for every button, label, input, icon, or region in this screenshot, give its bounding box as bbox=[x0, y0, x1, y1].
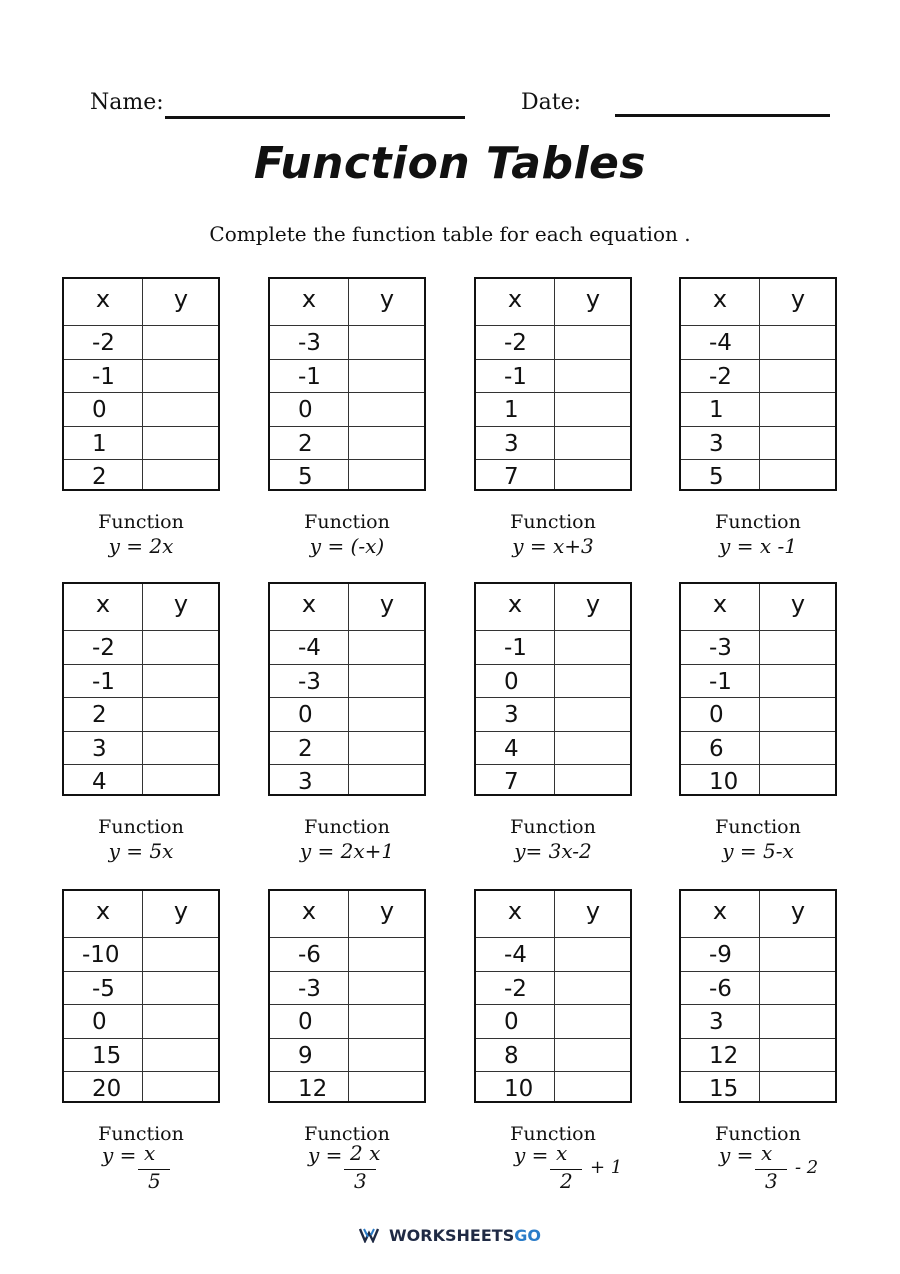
x-value: 0 bbox=[92, 1009, 107, 1036]
x-value: 15 bbox=[92, 1042, 122, 1069]
table-row bbox=[64, 426, 218, 460]
table-row bbox=[64, 459, 218, 493]
y-answer-cell[interactable] bbox=[760, 1039, 835, 1072]
equation-denominator: 3 bbox=[354, 1169, 367, 1193]
table-row bbox=[476, 697, 630, 731]
table-row bbox=[681, 426, 835, 460]
equation-numerator: x bbox=[556, 1141, 568, 1165]
table-row bbox=[270, 971, 424, 1005]
table-row bbox=[270, 764, 424, 798]
table-header-row bbox=[681, 279, 835, 325]
y-answer-cell[interactable] bbox=[143, 326, 218, 359]
x-value: 12 bbox=[709, 1042, 739, 1069]
x-value: 4 bbox=[504, 735, 519, 762]
x-value: -1 bbox=[298, 363, 321, 390]
function-equation bbox=[308, 1143, 438, 1193]
table-row bbox=[476, 1004, 630, 1038]
x-header: x bbox=[301, 590, 317, 618]
table-row bbox=[681, 1038, 835, 1072]
table-header-row bbox=[64, 891, 218, 937]
y-header: y bbox=[790, 897, 806, 925]
table-row bbox=[270, 731, 424, 765]
y-answer-cell[interactable] bbox=[349, 1005, 424, 1038]
y-answer-cell[interactable] bbox=[143, 460, 218, 493]
table-header-row bbox=[476, 891, 630, 937]
table-row bbox=[64, 731, 218, 765]
y-answer-cell[interactable] bbox=[349, 393, 424, 426]
instructions-text: Complete the function table for each equation . bbox=[209, 222, 691, 246]
y-answer-cell[interactable] bbox=[349, 460, 424, 493]
x-value: 0 bbox=[298, 1009, 313, 1036]
table-row bbox=[64, 630, 218, 664]
x-value: 2 bbox=[92, 464, 107, 491]
y-answer-cell[interactable] bbox=[760, 326, 835, 359]
y-header: y bbox=[585, 897, 601, 925]
table-row bbox=[64, 392, 218, 426]
equation-numerator: 2 x bbox=[350, 1141, 381, 1165]
x-value: 5 bbox=[298, 464, 313, 491]
y-answer-cell[interactable] bbox=[555, 698, 630, 731]
x-value: 15 bbox=[709, 1076, 739, 1103]
x-header: x bbox=[301, 897, 317, 925]
x-value: -3 bbox=[709, 635, 732, 661]
x-value: -4 bbox=[504, 942, 527, 968]
table-row bbox=[476, 971, 630, 1005]
y-answer-cell[interactable] bbox=[555, 460, 630, 493]
function-equation bbox=[102, 1143, 232, 1193]
table-row bbox=[64, 1038, 218, 1072]
function-table bbox=[62, 582, 220, 796]
y-answer-cell[interactable] bbox=[349, 765, 424, 798]
name-label: Name: bbox=[90, 90, 164, 115]
table-row bbox=[681, 325, 835, 359]
x-value: -9 bbox=[709, 942, 732, 968]
y-answer-cell[interactable] bbox=[555, 765, 630, 798]
equation-lhs: y = bbox=[719, 1143, 754, 1167]
function-table bbox=[62, 889, 220, 1103]
function-label: Function bbox=[98, 816, 184, 838]
table-row bbox=[64, 764, 218, 798]
x-value: 0 bbox=[298, 397, 313, 424]
x-value: 10 bbox=[504, 1076, 534, 1103]
table-row bbox=[476, 937, 630, 971]
y-answer-cell[interactable] bbox=[349, 1039, 424, 1072]
y-answer-cell[interactable] bbox=[555, 326, 630, 359]
date-label: Date: bbox=[521, 90, 582, 115]
x-value: 8 bbox=[504, 1042, 519, 1069]
table-row bbox=[681, 971, 835, 1005]
x-value: 7 bbox=[504, 769, 519, 796]
y-answer-cell[interactable] bbox=[349, 732, 424, 765]
brand-footer bbox=[0, 1226, 900, 1247]
function-equation: y = x+3 bbox=[512, 534, 594, 558]
equation-tail: + 1 bbox=[590, 1157, 623, 1178]
x-header: x bbox=[301, 285, 317, 313]
table-row bbox=[270, 630, 424, 664]
function-equation bbox=[719, 1143, 849, 1193]
table-row bbox=[476, 392, 630, 426]
table-header-row bbox=[270, 584, 424, 630]
table-row bbox=[681, 1004, 835, 1038]
date-line[interactable] bbox=[615, 114, 830, 117]
function-label: Function bbox=[98, 511, 184, 533]
x-value: -1 bbox=[504, 363, 527, 390]
y-answer-cell[interactable] bbox=[349, 698, 424, 731]
y-answer-cell[interactable] bbox=[143, 765, 218, 798]
y-answer-cell[interactable] bbox=[555, 1072, 630, 1105]
function-equation: y = 5-x bbox=[722, 839, 794, 863]
x-header: x bbox=[507, 897, 523, 925]
y-answer-cell[interactable] bbox=[349, 972, 424, 1005]
table-row bbox=[64, 697, 218, 731]
table-header-row bbox=[476, 279, 630, 325]
function-table bbox=[474, 889, 632, 1103]
x-value: 0 bbox=[709, 702, 724, 729]
x-value: 3 bbox=[504, 430, 519, 457]
x-value: 0 bbox=[92, 397, 107, 424]
y-answer-cell[interactable] bbox=[555, 427, 630, 460]
x-value: -2 bbox=[504, 975, 527, 1002]
table-row bbox=[270, 1004, 424, 1038]
equation-tail: - 2 bbox=[795, 1157, 819, 1178]
table-row bbox=[476, 1038, 630, 1072]
table-row bbox=[270, 937, 424, 971]
brand-part1: WORKSHEETS bbox=[389, 1226, 515, 1245]
y-answer-cell[interactable] bbox=[143, 732, 218, 765]
function-table bbox=[474, 277, 632, 491]
x-value: 3 bbox=[298, 769, 313, 796]
x-value: -3 bbox=[298, 668, 321, 695]
x-value: 1 bbox=[504, 397, 519, 424]
x-value: 20 bbox=[92, 1076, 122, 1103]
x-value: 12 bbox=[298, 1076, 328, 1103]
x-value: -1 bbox=[92, 363, 115, 390]
x-value: 3 bbox=[504, 702, 519, 729]
table-row bbox=[64, 325, 218, 359]
x-value: 0 bbox=[504, 668, 519, 695]
table-row bbox=[270, 1038, 424, 1072]
y-answer-cell[interactable] bbox=[143, 360, 218, 393]
x-value: -6 bbox=[298, 942, 321, 968]
x-value: -2 bbox=[92, 635, 115, 661]
x-value: 4 bbox=[92, 769, 107, 796]
function-label: Function bbox=[304, 816, 390, 838]
function-label: Function bbox=[715, 816, 801, 838]
x-value: 2 bbox=[298, 735, 313, 762]
x-header: x bbox=[712, 590, 728, 618]
table-row bbox=[681, 1071, 835, 1105]
x-value: 5 bbox=[709, 464, 724, 491]
equation-numerator: x bbox=[761, 1141, 773, 1165]
table-row bbox=[681, 392, 835, 426]
y-answer-cell[interactable] bbox=[555, 1039, 630, 1072]
x-value: 3 bbox=[92, 735, 107, 762]
y-answer-cell[interactable] bbox=[143, 631, 218, 664]
y-answer-cell[interactable] bbox=[760, 732, 835, 765]
x-header: x bbox=[712, 897, 728, 925]
y-answer-cell[interactable] bbox=[555, 1005, 630, 1038]
x-value: -3 bbox=[298, 330, 321, 356]
y-answer-cell[interactable] bbox=[349, 631, 424, 664]
y-answer-cell[interactable] bbox=[760, 393, 835, 426]
table-header-row bbox=[64, 584, 218, 630]
y-answer-cell[interactable] bbox=[349, 665, 424, 698]
table-row bbox=[270, 325, 424, 359]
x-value: -1 bbox=[92, 668, 115, 695]
y-answer-cell[interactable] bbox=[760, 631, 835, 664]
x-value: -10 bbox=[82, 942, 120, 968]
y-answer-cell[interactable] bbox=[143, 665, 218, 698]
worksheetsgo-logo-icon bbox=[359, 1227, 383, 1247]
y-answer-cell[interactable] bbox=[555, 665, 630, 698]
y-header: y bbox=[585, 590, 601, 618]
x-value: -6 bbox=[709, 975, 732, 1002]
x-value: -4 bbox=[298, 635, 321, 661]
table-row bbox=[270, 459, 424, 493]
y-answer-cell[interactable] bbox=[349, 360, 424, 393]
x-value: 3 bbox=[709, 430, 724, 457]
table-header-row bbox=[681, 584, 835, 630]
function-table bbox=[268, 277, 426, 491]
y-header: y bbox=[790, 590, 806, 618]
x-value: 0 bbox=[504, 1009, 519, 1036]
x-value: -1 bbox=[504, 635, 527, 661]
y-header: y bbox=[379, 590, 395, 618]
y-header: y bbox=[173, 897, 189, 925]
y-answer-cell[interactable] bbox=[555, 393, 630, 426]
table-row bbox=[681, 630, 835, 664]
table-row bbox=[681, 731, 835, 765]
brand-part2: GO bbox=[514, 1226, 541, 1245]
x-value: 3 bbox=[709, 1009, 724, 1036]
equation-denominator: 5 bbox=[148, 1169, 161, 1193]
x-value: 10 bbox=[709, 769, 739, 796]
x-value: -2 bbox=[92, 330, 115, 356]
function-table bbox=[679, 582, 837, 796]
table-row bbox=[681, 359, 835, 393]
function-table bbox=[268, 889, 426, 1103]
function-table bbox=[474, 582, 632, 796]
table-row bbox=[64, 937, 218, 971]
equation-lhs: y = bbox=[308, 1143, 343, 1167]
x-value: -2 bbox=[504, 330, 527, 356]
y-answer-cell[interactable] bbox=[760, 665, 835, 698]
y-header: y bbox=[173, 285, 189, 313]
function-label: Function bbox=[98, 1123, 184, 1145]
table-header-row bbox=[270, 279, 424, 325]
function-label: Function bbox=[510, 1123, 596, 1145]
table-row bbox=[270, 426, 424, 460]
y-answer-cell[interactable] bbox=[760, 427, 835, 460]
table-row bbox=[476, 426, 630, 460]
y-header: y bbox=[379, 285, 395, 313]
y-answer-cell[interactable] bbox=[760, 460, 835, 493]
y-answer-cell[interactable] bbox=[143, 1005, 218, 1038]
table-header-row bbox=[64, 279, 218, 325]
function-table bbox=[268, 582, 426, 796]
y-answer-cell[interactable] bbox=[760, 765, 835, 798]
table-row bbox=[681, 697, 835, 731]
y-answer-cell[interactable] bbox=[143, 393, 218, 426]
x-value: -3 bbox=[298, 975, 321, 1002]
x-value: 2 bbox=[298, 430, 313, 457]
y-answer-cell[interactable] bbox=[555, 732, 630, 765]
equation-denominator: 2 bbox=[560, 1169, 573, 1193]
table-header-row bbox=[681, 891, 835, 937]
y-answer-cell[interactable] bbox=[143, 427, 218, 460]
y-header: y bbox=[790, 285, 806, 313]
function-label: Function bbox=[715, 511, 801, 533]
x-value: 9 bbox=[298, 1042, 313, 1069]
y-answer-cell[interactable] bbox=[143, 1072, 218, 1105]
x-header: x bbox=[507, 590, 523, 618]
x-value: -2 bbox=[709, 363, 732, 390]
x-header: x bbox=[95, 285, 111, 313]
equation-lhs: y = bbox=[102, 1143, 137, 1167]
x-value: -5 bbox=[92, 975, 115, 1002]
function-equation: y = 2x+1 bbox=[299, 839, 395, 863]
function-equation: y = (-x) bbox=[309, 534, 385, 558]
y-answer-cell[interactable] bbox=[555, 360, 630, 393]
table-row bbox=[270, 1071, 424, 1105]
x-value: 0 bbox=[298, 702, 313, 729]
equation-lhs: y = bbox=[514, 1143, 549, 1167]
table-row bbox=[270, 359, 424, 393]
function-equation: y = 5x bbox=[108, 839, 174, 863]
function-equation: y = 2x bbox=[108, 534, 174, 558]
table-row bbox=[64, 664, 218, 698]
table-row bbox=[64, 359, 218, 393]
function-label: Function bbox=[510, 816, 596, 838]
table-row bbox=[270, 392, 424, 426]
y-answer-cell[interactable] bbox=[143, 938, 218, 971]
table-row bbox=[64, 1004, 218, 1038]
table-row bbox=[64, 971, 218, 1005]
function-table bbox=[679, 889, 837, 1103]
function-equation: y = x -1 bbox=[719, 534, 797, 558]
y-answer-cell[interactable] bbox=[760, 698, 835, 731]
y-answer-cell[interactable] bbox=[143, 1039, 218, 1072]
y-answer-cell[interactable] bbox=[760, 360, 835, 393]
page-title: Function Tables bbox=[253, 138, 647, 189]
y-answer-cell[interactable] bbox=[143, 972, 218, 1005]
table-row bbox=[476, 630, 630, 664]
function-label: Function bbox=[510, 511, 596, 533]
table-row bbox=[681, 764, 835, 798]
x-value: -4 bbox=[709, 330, 732, 356]
function-label: Function bbox=[304, 511, 390, 533]
x-header: x bbox=[95, 897, 111, 925]
table-row bbox=[476, 1071, 630, 1105]
x-header: x bbox=[507, 285, 523, 313]
y-answer-cell[interactable] bbox=[349, 1072, 424, 1105]
table-row bbox=[64, 1071, 218, 1105]
table-row bbox=[476, 459, 630, 493]
table-row bbox=[681, 937, 835, 971]
x-value: -1 bbox=[709, 668, 732, 695]
x-value: 2 bbox=[92, 702, 107, 729]
y-answer-cell[interactable] bbox=[349, 326, 424, 359]
function-table bbox=[62, 277, 220, 491]
y-answer-cell[interactable] bbox=[760, 1072, 835, 1105]
y-answer-cell[interactable] bbox=[349, 938, 424, 971]
x-value: 6 bbox=[709, 735, 724, 762]
equation-numerator: x bbox=[144, 1141, 156, 1165]
y-answer-cell[interactable] bbox=[555, 972, 630, 1005]
table-row bbox=[476, 325, 630, 359]
equation-denominator: 3 bbox=[765, 1169, 778, 1193]
y-answer-cell[interactable] bbox=[760, 938, 835, 971]
table-row bbox=[681, 664, 835, 698]
y-answer-cell[interactable] bbox=[555, 938, 630, 971]
table-row bbox=[476, 764, 630, 798]
x-header: x bbox=[95, 590, 111, 618]
y-header: y bbox=[585, 285, 601, 313]
y-answer-cell[interactable] bbox=[143, 698, 218, 731]
table-row bbox=[476, 664, 630, 698]
table-row bbox=[476, 731, 630, 765]
y-answer-cell[interactable] bbox=[760, 972, 835, 1005]
y-answer-cell[interactable] bbox=[760, 1005, 835, 1038]
x-value: 7 bbox=[504, 464, 519, 491]
y-answer-cell[interactable] bbox=[349, 427, 424, 460]
y-header: y bbox=[379, 897, 395, 925]
x-header: x bbox=[712, 285, 728, 313]
table-header-row bbox=[270, 891, 424, 937]
y-answer-cell[interactable] bbox=[555, 631, 630, 664]
table-row bbox=[270, 664, 424, 698]
function-equation: y= 3x-2 bbox=[514, 839, 592, 863]
function-label: Function bbox=[304, 1123, 390, 1145]
table-row bbox=[270, 697, 424, 731]
function-equation bbox=[514, 1143, 644, 1193]
function-table bbox=[679, 277, 837, 491]
table-row bbox=[681, 459, 835, 493]
function-label: Function bbox=[715, 1123, 801, 1145]
table-row bbox=[476, 359, 630, 393]
name-line[interactable] bbox=[165, 116, 465, 119]
x-value: 1 bbox=[92, 430, 107, 457]
y-header: y bbox=[173, 590, 189, 618]
x-value: 1 bbox=[709, 397, 724, 424]
table-header-row bbox=[476, 584, 630, 630]
